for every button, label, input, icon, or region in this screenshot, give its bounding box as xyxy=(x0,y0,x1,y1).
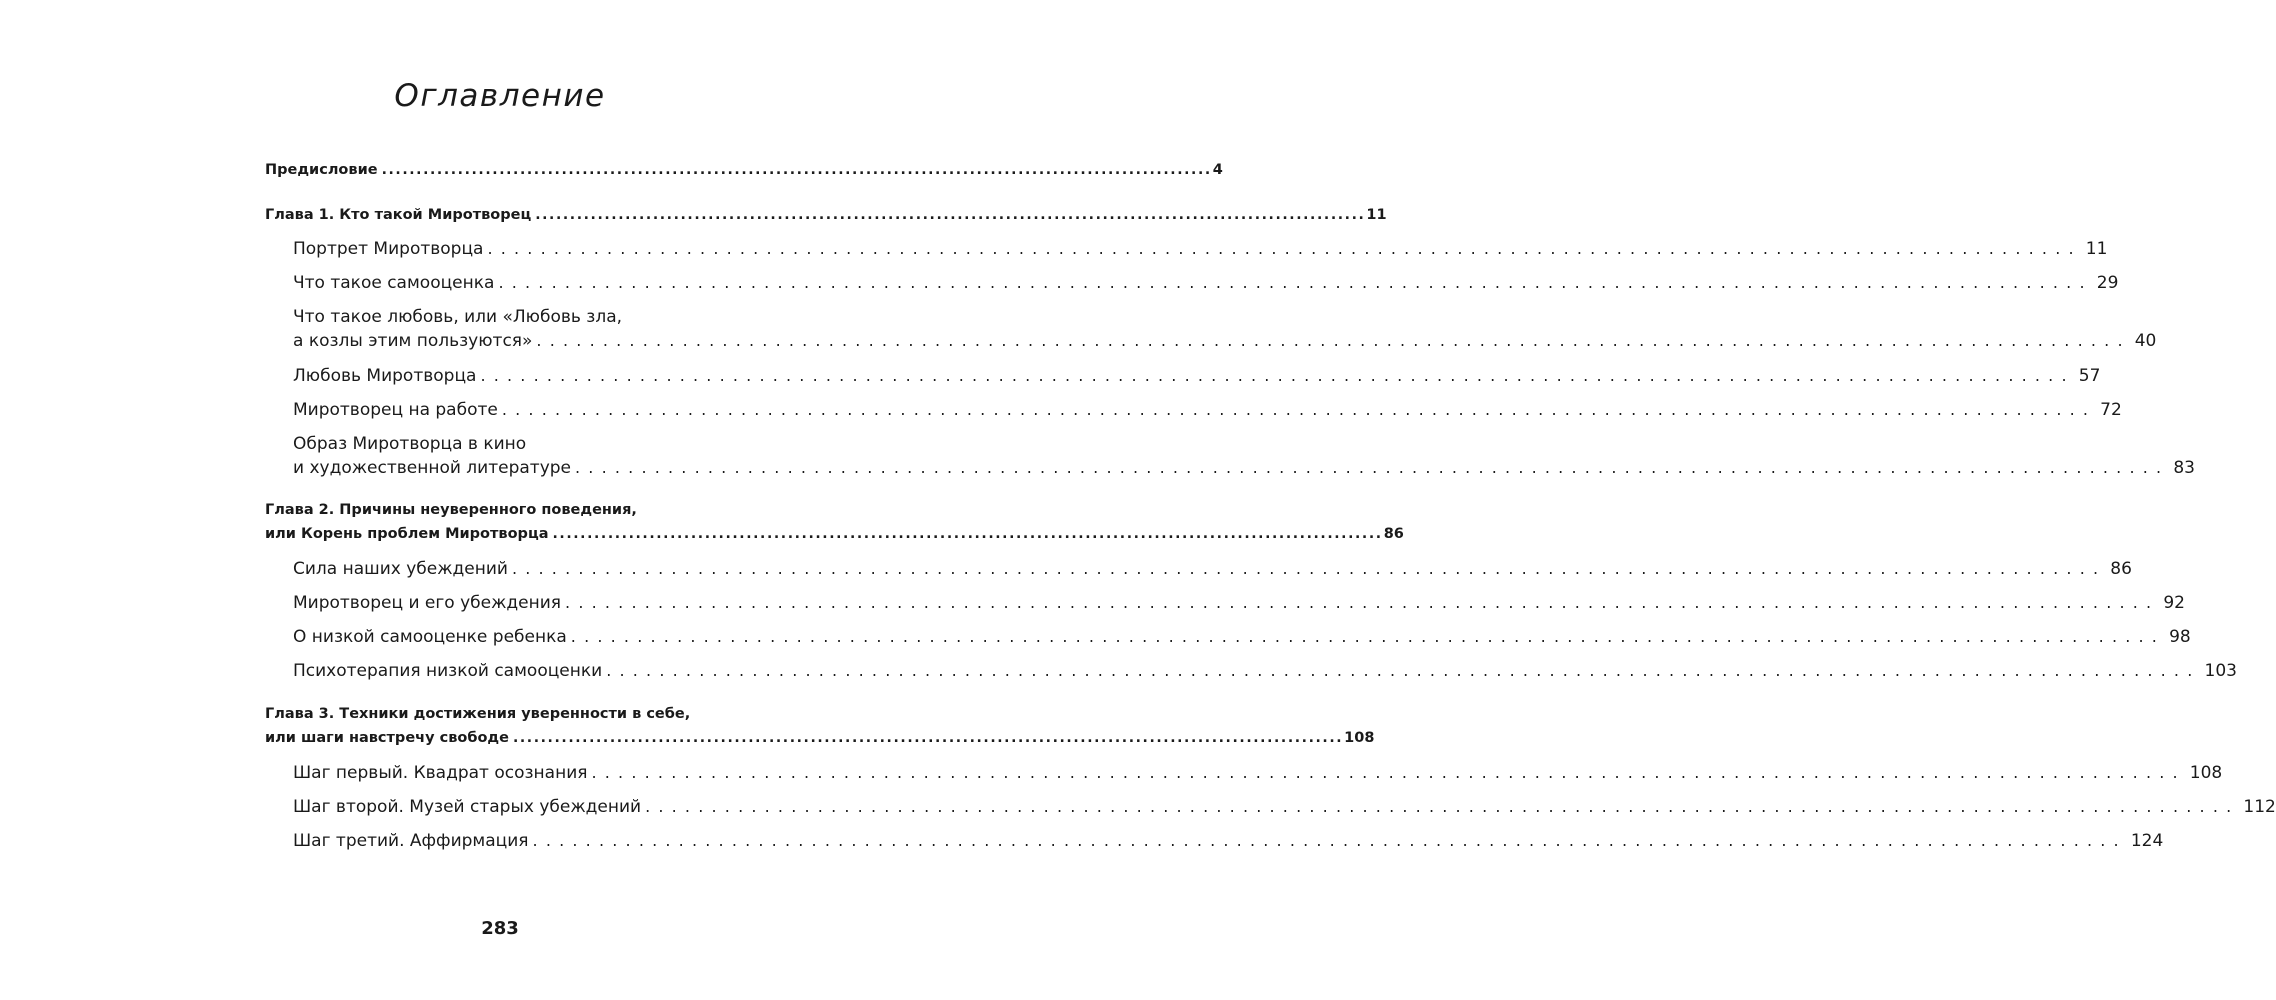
page-title: Оглавление xyxy=(394,78,606,114)
toc-section-entry[interactable] xyxy=(293,398,2122,422)
toc-entry-title: Предисловие xyxy=(265,162,378,178)
toc-page-number: 72 xyxy=(2100,400,2122,420)
toc-entry-title: Шаг второй. Музей старых убеждений xyxy=(293,797,642,817)
toc-chapter-entry[interactable] xyxy=(265,158,1223,182)
toc-entry-title: Сила наших убеждений xyxy=(293,559,508,579)
toc-entry-line xyxy=(265,498,735,522)
dot-leader: ........................................................................................................................ xyxy=(565,593,2160,612)
toc-entry-title: Миротворец и его убеждения xyxy=(293,593,562,613)
toc-entry-line xyxy=(265,522,1404,546)
dot-leader: ........................................................................................................................ xyxy=(512,730,1344,746)
toc-entry-line xyxy=(265,726,1375,750)
toc-entry-title: а козлы этим пользуются» xyxy=(293,331,533,351)
toc-entry-line xyxy=(293,761,2223,785)
toc-entry-line xyxy=(293,271,2119,295)
toc-page-number: 11 xyxy=(2085,239,2108,259)
toc-page-number: 4 xyxy=(1212,162,1223,178)
toc-entry-line xyxy=(293,557,2132,581)
dot-leader: ........................................................................................................................ xyxy=(532,831,2127,850)
toc-page-number: 112 xyxy=(2243,797,2276,817)
dot-leader: ........................................................................................................................ xyxy=(552,526,1383,542)
toc-section-entry[interactable] xyxy=(293,305,2157,353)
toc-page-number: 86 xyxy=(2110,559,2132,579)
dot-leader: ........................................................................................................................ xyxy=(381,162,1212,178)
toc-section-entry[interactable] xyxy=(293,829,2164,853)
toc-section-entry[interactable] xyxy=(293,364,2101,388)
toc-entry-title: Шаг третий. Аффирмация xyxy=(293,831,529,851)
toc-page-number: 83 xyxy=(2173,458,2195,478)
toc-entry-line xyxy=(293,625,2191,649)
toc-chapter-entry[interactable] xyxy=(265,498,1404,546)
toc-entry-line xyxy=(293,398,2122,422)
toc-entry-title: О низкой самооценке ребенка xyxy=(293,627,567,647)
toc-page-number: 92 xyxy=(2163,593,2185,613)
toc-page-number: 57 xyxy=(2078,366,2101,386)
toc-entry-line xyxy=(265,702,735,726)
toc-entry-title: Любовь Миротворца xyxy=(293,366,477,386)
toc-entry-title: Глава 2. Причины неуверенного поведения, xyxy=(265,502,637,518)
toc-entry-title: Глава 3. Техники достижения уверенности в себе, xyxy=(265,706,691,722)
toc-entry-title: Что такое любовь, или «Любовь зла, xyxy=(293,307,623,327)
toc-page-number: 108 xyxy=(1344,730,1375,746)
dot-leader: ........................................................................................................................ xyxy=(591,763,2186,782)
toc-section-entry[interactable] xyxy=(293,625,2191,649)
toc-section-entry[interactable] xyxy=(293,557,2132,581)
toc-entry-title: Шаг первый. Квадрат осознания xyxy=(293,763,588,783)
toc-chapter-entry[interactable] xyxy=(265,702,1375,750)
toc-entry-line xyxy=(293,432,735,456)
toc-page-number: 103 xyxy=(2204,661,2237,681)
toc-entry-title: Портрет Миротворца xyxy=(293,239,484,259)
dot-leader: ........................................................................................................................ xyxy=(536,331,2131,350)
toc-section-entry[interactable] xyxy=(293,237,2108,261)
toc-entry-title: Миротворец на работе xyxy=(293,400,498,420)
toc-section-entry[interactable] xyxy=(293,761,2223,785)
toc-entry-line xyxy=(265,203,1387,227)
toc-entry-line xyxy=(293,591,2185,615)
dot-leader: ........................................................................................................................ xyxy=(570,627,2166,646)
toc-page-number: 124 xyxy=(2130,831,2164,851)
toc-entry-line xyxy=(293,305,735,329)
toc-entry-title: Образ Миротворца в кино xyxy=(293,434,527,454)
dot-leader: ........................................................................................................................ xyxy=(498,273,2093,292)
dot-leader: ........................................................................................................................ xyxy=(501,400,2097,419)
toc-entry-line xyxy=(265,158,1223,182)
toc-page-number: 11 xyxy=(1366,207,1387,223)
toc-entry-title: Глава 1. Кто такой Миротворец xyxy=(265,207,532,223)
toc-entry-line xyxy=(293,329,2157,353)
dot-leader: ........................................................................................................................ xyxy=(480,366,2075,385)
toc-section-entry[interactable] xyxy=(293,271,2119,295)
toc-entry-line xyxy=(293,795,2276,819)
page-number: 283 xyxy=(481,918,519,939)
toc-entry-title: Психотерапия низкой самооценки xyxy=(293,661,603,681)
toc-section-entry[interactable] xyxy=(293,659,2237,683)
toc-entry-line xyxy=(293,237,2108,261)
toc-page-number: 98 xyxy=(2169,627,2191,647)
toc-section-entry[interactable] xyxy=(293,432,2195,480)
toc-page-number: 40 xyxy=(2134,331,2157,351)
toc-entry-title: или шаги навстречу свободе xyxy=(265,730,509,746)
toc-entry-line xyxy=(293,829,2164,853)
toc-entry-line xyxy=(293,659,2237,683)
toc-section-entry[interactable] xyxy=(293,795,2276,819)
toc-entry-line xyxy=(293,364,2101,388)
dot-leader: ........................................................................................................................ xyxy=(487,239,2082,258)
toc-section-entry[interactable] xyxy=(293,591,2185,615)
dot-leader: ........................................................................................................................ xyxy=(606,661,2201,680)
dot-leader: ........................................................................................................................ xyxy=(645,797,2240,816)
dot-leader: ........................................................................................................................ xyxy=(535,207,1366,223)
toc-page-number: 29 xyxy=(2096,273,2119,293)
toc-entry-line xyxy=(293,456,2195,480)
toc-entry-title: и художественной литературе xyxy=(293,458,572,478)
dot-leader: ........................................................................................................................ xyxy=(511,559,2107,578)
toc-page-number: 86 xyxy=(1383,526,1404,542)
toc-chapter-entry[interactable] xyxy=(265,203,1387,227)
toc-page-number: 108 xyxy=(2189,763,2223,783)
dot-leader: ........................................................................................................................ xyxy=(575,458,2170,477)
toc-entry-title: Что такое самооценка xyxy=(293,273,495,293)
toc-entry-title: или Корень проблем Миротворца xyxy=(265,526,549,542)
